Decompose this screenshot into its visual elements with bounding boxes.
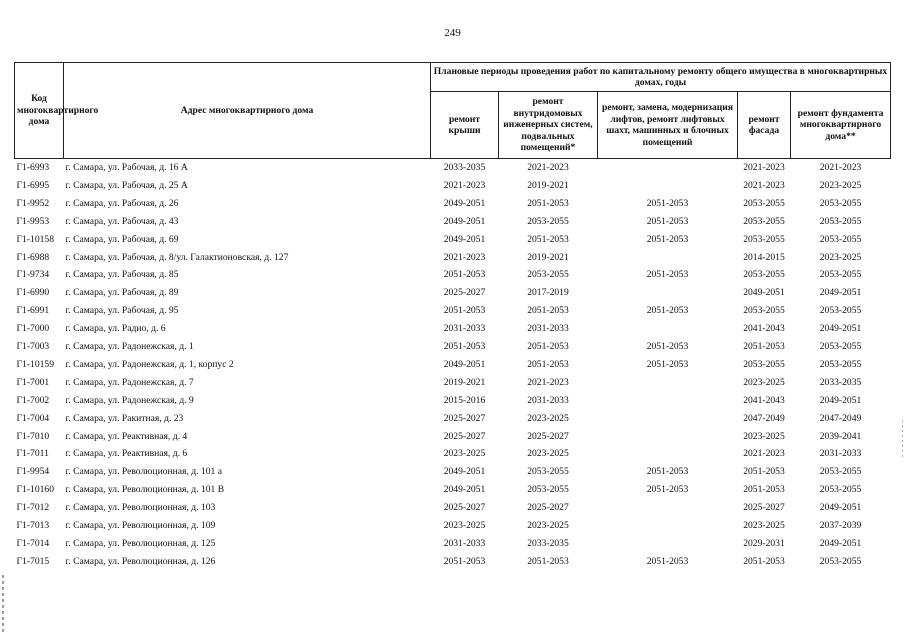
cell-roof: 2051-2053 xyxy=(443,555,486,567)
cell-code: Г1-7010 xyxy=(16,430,50,442)
cell-facade: 2021-2023 xyxy=(743,162,785,174)
cell-code: Г1-7001 xyxy=(16,376,50,388)
cell-foundation: 2033-2035 xyxy=(819,376,862,388)
cell-engineering: 2021-2023 xyxy=(527,162,569,174)
cell-address: г. Самара, ул. Рабочая, д. 95 xyxy=(65,305,179,317)
cell-facade: 2021-2023 xyxy=(743,180,785,192)
cell-code: Г1-7015 xyxy=(16,555,50,567)
cell-address: г. Самара, ул. Радио, д. 6 xyxy=(65,323,166,335)
cell-foundation: 2049-2051 xyxy=(819,287,862,299)
cell-roof: 2021-2023 xyxy=(443,180,486,192)
cell-foundation: 2053-2055 xyxy=(819,358,862,370)
table-row xyxy=(15,284,891,302)
header-engineering: ремонт внутридомовых инженерных систем, подвальных помещений* xyxy=(499,92,598,159)
cell-facade: 2053-2055 xyxy=(743,269,785,281)
cell-roof: 2051-2053 xyxy=(443,269,486,281)
cell-foundation: 2053-2055 xyxy=(819,197,862,209)
cell-roof: 2023-2025 xyxy=(443,448,486,460)
cell-address: г. Самара, ул. Рабочая, д. 8/ул. Галактионовская, д. 127 xyxy=(65,251,289,263)
cell-roof: 2031-2033 xyxy=(443,323,486,335)
table-row xyxy=(15,445,891,463)
cell-engineering: 2031-2033 xyxy=(527,394,569,406)
cell-foundation: 2053-2055 xyxy=(819,269,862,281)
cell-engineering: 2051-2053 xyxy=(527,358,569,370)
cell-foundation: 2049-2051 xyxy=(819,502,862,514)
scan-margin-mark xyxy=(2,575,4,635)
cell-address: г. Самара, ул. Ракитная, д. 23 xyxy=(65,412,184,424)
cell-elevators xyxy=(598,392,738,410)
capital-repair-table xyxy=(14,62,891,570)
cell-facade: 2029-2031 xyxy=(743,537,785,549)
cell-facade: 2051-2053 xyxy=(743,341,785,353)
cell-code: Г1-7013 xyxy=(16,519,50,531)
cell-engineering: 2023-2025 xyxy=(527,412,569,424)
cell-code: Г1-7012 xyxy=(16,502,50,514)
cell-roof: 2025-2027 xyxy=(443,412,486,424)
cell-engineering: 2051-2053 xyxy=(527,305,569,317)
cell-address: г. Самара, ул. Рабочая, д. 25 А xyxy=(65,180,188,192)
cell-engineering: 2051-2053 xyxy=(527,233,569,245)
table-row xyxy=(15,231,891,249)
cell-address: г. Самара, ул. Рабочая, д. 85 xyxy=(65,269,179,281)
cell-engineering: 2051-2053 xyxy=(527,555,569,567)
cell-code: Г1-7014 xyxy=(16,537,50,549)
cell-foundation: 2039-2041 xyxy=(819,430,862,442)
cell-engineering: 2053-2055 xyxy=(527,215,569,227)
cell-facade: 2025-2027 xyxy=(743,502,785,514)
cell-elevators xyxy=(598,535,738,553)
cell-address: г. Самара, ул. Революционная, д. 126 xyxy=(65,555,216,567)
cell-roof: 2021-2023 xyxy=(443,251,486,263)
cell-facade: 2051-2053 xyxy=(743,484,785,496)
cell-elevators: 2051-2053 xyxy=(646,555,689,567)
header-address: Адрес многоквартирного дома xyxy=(64,63,431,159)
cell-facade: 2023-2025 xyxy=(743,376,785,388)
table-body xyxy=(15,159,891,571)
cell-code: Г1-7011 xyxy=(16,448,49,460)
cell-roof: 2025-2027 xyxy=(443,287,486,299)
cell-facade: 2051-2053 xyxy=(743,555,785,567)
cell-foundation: 2023-2025 xyxy=(819,251,862,263)
cell-facade: 2021-2023 xyxy=(743,448,785,460)
cell-engineering: 2053-2055 xyxy=(527,269,569,281)
cell-engineering: 2033-2035 xyxy=(527,537,569,549)
table-row xyxy=(15,463,891,481)
cell-facade: 2049-2051 xyxy=(743,287,785,299)
cell-address: г. Самара, ул. Революционная, д. 101 а xyxy=(65,466,222,478)
cell-foundation: 2049-2051 xyxy=(819,394,862,406)
table-row xyxy=(15,499,891,517)
cell-engineering: 2019-2021 xyxy=(527,251,569,263)
cell-engineering: 2053-2055 xyxy=(527,484,569,496)
header-group-row xyxy=(15,63,891,92)
cell-elevators xyxy=(598,517,738,535)
cell-elevators: 2051-2053 xyxy=(646,305,689,317)
cell-engineering: 2051-2053 xyxy=(527,341,569,353)
cell-engineering: 2025-2027 xyxy=(527,430,569,442)
cell-address: г. Самара, ул. Революционная, д. 109 xyxy=(65,519,216,531)
table-row xyxy=(15,177,891,195)
cell-elevators xyxy=(598,177,738,195)
cell-facade: 2053-2055 xyxy=(743,197,785,209)
cell-roof: 2025-2027 xyxy=(443,502,486,514)
table-row xyxy=(15,517,891,535)
cell-roof: 2015-2016 xyxy=(443,394,486,406)
cell-engineering: 2025-2027 xyxy=(527,502,569,514)
cell-foundation: 2021-2023 xyxy=(819,162,862,174)
cell-elevators: 2051-2053 xyxy=(646,215,689,227)
cell-elevators xyxy=(598,374,738,392)
cell-facade: 2053-2055 xyxy=(743,233,785,245)
cell-elevators: 2051-2053 xyxy=(646,269,689,281)
header-code: Код многоквартирного дома xyxy=(15,63,64,159)
cell-code: Г1-9954 xyxy=(16,466,50,478)
cell-facade: 2041-2043 xyxy=(743,323,785,335)
cell-elevators: 2051-2053 xyxy=(646,197,689,209)
cell-code: Г1-9952 xyxy=(16,197,50,209)
cell-roof: 2025-2027 xyxy=(443,430,486,442)
table-row xyxy=(15,266,891,284)
header-facade: ремонт фасада xyxy=(738,92,791,159)
cell-foundation: 2053-2055 xyxy=(819,484,862,496)
cell-roof: 2019-2021 xyxy=(443,376,486,388)
cell-roof: 2049-2051 xyxy=(443,233,486,245)
cell-roof: 2023-2025 xyxy=(443,519,486,531)
cell-elevators xyxy=(598,445,738,463)
cell-facade: 2051-2053 xyxy=(743,466,785,478)
page-number: 249 xyxy=(444,27,461,39)
table-row xyxy=(15,356,891,374)
cell-address: г. Самара, ул. Рабочая, д. 43 xyxy=(65,215,179,227)
cell-foundation: 2037-2039 xyxy=(819,519,862,531)
cell-facade: 2014-2015 xyxy=(743,251,785,263)
cell-address: г. Самара, ул. Радонежская, д. 7 xyxy=(65,376,194,388)
cell-roof: 2051-2053 xyxy=(443,305,486,317)
cell-elevators: 2051-2053 xyxy=(646,484,689,496)
header-foundation: ремонт фундамента многоквартирного дома** xyxy=(791,92,891,159)
table-row xyxy=(15,213,891,231)
cell-roof: 2049-2051 xyxy=(443,358,486,370)
cell-roof: 2049-2051 xyxy=(443,215,486,227)
cell-elevators: 2051-2053 xyxy=(646,358,689,370)
cell-facade: 2053-2055 xyxy=(743,215,785,227)
cell-address: г. Самара, ул. Рабочая, д. 16 А xyxy=(65,162,188,174)
table-row xyxy=(15,374,891,392)
cell-foundation: 2053-2055 xyxy=(819,466,862,478)
table-row xyxy=(15,320,891,338)
table-row xyxy=(15,195,891,213)
cell-facade: 2023-2025 xyxy=(743,430,785,442)
cell-facade: 2041-2043 xyxy=(743,394,785,406)
cell-elevators xyxy=(598,320,738,338)
cell-code: Г1-7003 xyxy=(16,341,50,353)
cell-code: Г1-7000 xyxy=(16,323,50,335)
cell-code: Г1-7004 xyxy=(16,412,50,424)
cell-foundation: 2049-2051 xyxy=(819,323,862,335)
cell-foundation: 2053-2055 xyxy=(819,555,862,567)
cell-roof: 2033-2035 xyxy=(443,162,486,174)
scan-margin-mark-right xyxy=(902,420,903,460)
table-row xyxy=(15,338,891,356)
cell-address: г. Самара, ул. Радонежская, д. 1 xyxy=(65,341,194,353)
cell-address: г. Самара, ул. Рабочая, д. 69 xyxy=(65,233,179,245)
cell-foundation: 2047-2049 xyxy=(819,412,862,424)
table-row xyxy=(15,553,891,571)
table-row xyxy=(15,427,891,445)
cell-engineering: 2053-2055 xyxy=(527,466,569,478)
cell-roof: 2049-2051 xyxy=(443,197,486,209)
cell-facade: 2047-2049 xyxy=(743,412,785,424)
cell-elevators: 2051-2053 xyxy=(646,233,689,245)
table-row xyxy=(15,392,891,410)
cell-code: Г1-6988 xyxy=(16,251,50,263)
cell-elevators xyxy=(598,427,738,445)
cell-elevators xyxy=(598,159,738,177)
cell-address: г. Самара, ул. Революционная, д. 125 xyxy=(65,537,216,549)
cell-engineering: 2023-2025 xyxy=(527,448,569,460)
cell-roof: 2049-2051 xyxy=(443,466,486,478)
cell-engineering: 2023-2025 xyxy=(527,519,569,531)
cell-foundation: 2053-2055 xyxy=(819,233,862,245)
table-row xyxy=(15,159,891,177)
cell-address: г. Самара, ул. Реактивная, д. 4 xyxy=(65,430,188,442)
cell-code: Г1-6995 xyxy=(16,180,50,192)
cell-code: Г1-6990 xyxy=(16,287,50,299)
cell-elevators: 2051-2053 xyxy=(646,341,689,353)
cell-roof: 2031-2033 xyxy=(443,537,486,549)
cell-roof: 2049-2051 xyxy=(443,484,486,496)
table-row xyxy=(15,409,891,427)
table-row xyxy=(15,302,891,320)
cell-roof: 2051-2053 xyxy=(443,341,486,353)
cell-elevators xyxy=(598,409,738,427)
table-row xyxy=(15,481,891,499)
cell-engineering: 2031-2033 xyxy=(527,323,569,335)
cell-code: Г1-9734 xyxy=(16,269,50,281)
cell-engineering: 2017-2019 xyxy=(527,287,569,299)
cell-code: Г1-10159 xyxy=(16,358,55,370)
cell-engineering: 2051-2053 xyxy=(527,197,569,209)
header-roof: ремонт крыши xyxy=(431,92,499,159)
cell-address: г. Самара, ул. Рабочая, д. 26 xyxy=(65,197,179,209)
cell-address: г. Самара, ул. Революционная, д. 103 xyxy=(65,502,216,514)
cell-code: Г1-7002 xyxy=(16,394,50,406)
cell-engineering: 2019-2021 xyxy=(527,180,569,192)
cell-foundation: 2053-2055 xyxy=(819,305,862,317)
cell-foundation: 2023-2025 xyxy=(819,180,862,192)
cell-foundation: 2049-2051 xyxy=(819,537,862,549)
cell-code: Г1-10160 xyxy=(16,484,55,496)
cell-facade: 2023-2025 xyxy=(743,519,785,531)
cell-address: г. Самара, ул. Радонежская, д. 1, корпус 2 xyxy=(65,358,234,370)
table-row xyxy=(15,248,891,266)
cell-foundation: 2031-2033 xyxy=(819,448,862,460)
cell-elevators: 2051-2053 xyxy=(646,466,689,478)
cell-address: г. Самара, ул. Реактивная, д. 6 xyxy=(65,448,188,460)
header-periods-group: Плановые периоды проведения работ по капитальному ремонту общего имущества в многоквартирных домах, годы xyxy=(431,63,891,92)
cell-elevators xyxy=(598,284,738,302)
cell-elevators xyxy=(598,248,738,266)
cell-address: г. Самара, ул. Рабочая, д. 89 xyxy=(65,287,179,299)
cell-code: Г1-6993 xyxy=(16,162,50,174)
header-elevators: ремонт, замена, модернизация лифтов, ремонт лифтовых шахт, машинных и блочных помещений xyxy=(598,92,738,159)
cell-engineering: 2021-2023 xyxy=(527,376,569,388)
cell-facade: 2053-2055 xyxy=(743,358,785,370)
cell-elevators xyxy=(598,499,738,517)
cell-address: г. Самара, ул. Революционная, д. 101 В xyxy=(65,484,225,496)
table-row xyxy=(15,535,891,553)
cell-address: г. Самара, ул. Радонежская, д. 9 xyxy=(65,394,194,406)
cell-foundation: 2053-2055 xyxy=(819,341,862,353)
cell-code: Г1-9953 xyxy=(16,215,50,227)
cell-code: Г1-6991 xyxy=(16,305,50,317)
cell-foundation: 2053-2055 xyxy=(819,215,862,227)
cell-facade: 2053-2055 xyxy=(743,305,785,317)
cell-code: Г1-10158 xyxy=(16,233,55,245)
